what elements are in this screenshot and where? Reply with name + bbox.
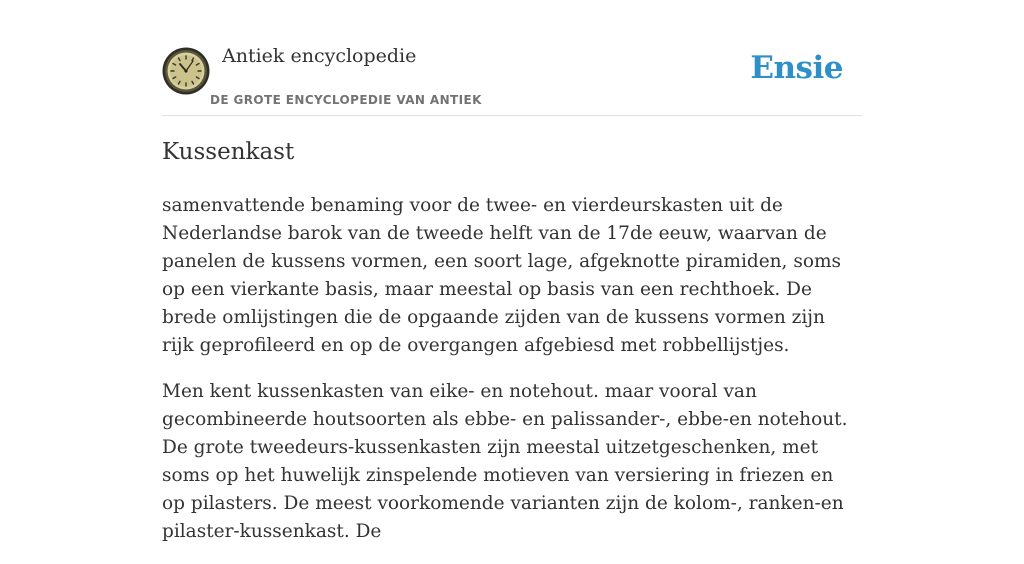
site-subtitle: DE GROTE ENCYCLOPEDIE VAN ANTIEK [210, 93, 482, 107]
clock-icon[interactable] [162, 47, 210, 95]
article-title: Kussenkast [162, 139, 295, 165]
article-body [162, 192, 862, 564]
content-container [162, 0, 862, 542]
site-title[interactable]: Antiek encyclopedie [222, 45, 417, 67]
site-header [162, 0, 862, 116]
article-paragraph: Men kent kussenkasten van eike- en notehout. maar vooral van gecombineerde houtsoorten als ebbe- en palissander-, ebbe-en notehout. De grote tweedeurs-kussenkasten zijn meestal uitzetgeschenken, met soms op het huwelijk zinspelende motieven van versiering in friezen en op pilasters. De meest voorkomende varianten zijn de kolom-, ranken-en pilaster-kussenkast. De [162, 381, 848, 542]
brand-logo[interactable]: Ensie [750, 50, 843, 86]
article-paragraph: samenvattende benaming voor de twee- en vierdeurskasten uit de Nederlandse barok van de tweede helft van de 17de eeuw, waarvan de panelen de kussens vormen, een soort lage, afgeknotte piramiden, soms op een vierkante basis, maar meestal op basis van een rechthoek. De brede omlijstingen die de opgaande zijden van de kussens vormen zijn rijk geprofileerd en op de overgangen afgebiesd met robbellijstjes. [162, 195, 841, 356]
